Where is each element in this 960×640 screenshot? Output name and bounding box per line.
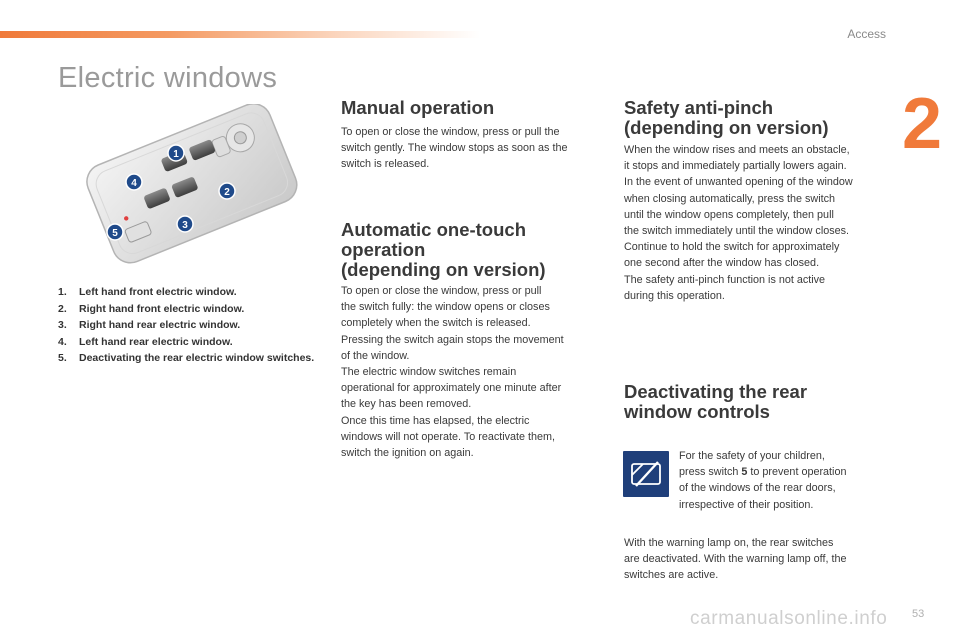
top-accent-bar xyxy=(0,31,480,38)
footer-watermark: carmanualsonline.info xyxy=(690,608,888,629)
deactivate-warning-text: With the warning lamp on, the rear switches are deactivated. With the warning lamp off, the switches are active. xyxy=(624,537,847,582)
deactivate-intro-text: For the safety of your children, press switch 5 to prevent operation of the windows of the rear doors, irrespective of their position. xyxy=(679,450,847,511)
svg-text:5: 5 xyxy=(112,228,118,239)
svg-text:3: 3 xyxy=(182,220,188,231)
manual-operation-heading: Manual operation xyxy=(341,97,495,118)
caption-item: 1. Left hand front electric window. xyxy=(58,286,237,298)
svg-text:2: 2 xyxy=(224,187,230,198)
illustration-caption-list xyxy=(58,284,323,367)
callout-4 xyxy=(126,174,142,190)
anti-pinch-text: When the window rises and meets an obstacle, it stops and immediately partially lowers again. In the event of unwanted opening of the window when closing automatically, press the switch until the window opens completely, then pull the switch immediately until the window closes. Continue to hold the switch for approximately one second after the window has closed. The safety anti-pinch function is not active during this operation. xyxy=(624,144,853,302)
callout-2 xyxy=(219,183,235,199)
page-number: 53 xyxy=(912,608,925,620)
svg-text:1: 1 xyxy=(173,149,179,160)
callout-1 xyxy=(168,145,184,161)
deactivate-rear-heading: Deactivating the rear window controls xyxy=(624,381,808,422)
door-switch-panel-illustration xyxy=(72,104,308,264)
callout-3 xyxy=(177,216,193,232)
caption-item: 2. Right hand front electric window. xyxy=(58,302,245,315)
automatic-operation-text: To open or close the window, press or pull the switch fully: the window opens or closes completely when the switch is released. Pressing the switch again stops the movement of the window. The electric window switches remain operational for approximately one minute after the key has been removed. Once this time has elapsed, the electric windows will not operate. To reactivate them, switch the ignition on again. xyxy=(341,285,564,460)
svg-text:4: 4 xyxy=(131,178,137,189)
caption-item: 4. Left hand rear electric window. xyxy=(58,335,233,348)
manual-operation-text: To open or close the window, press or pull the switch gently. The window stops as soon as the switch is released. xyxy=(341,126,568,171)
rear-window-lock-icon xyxy=(623,451,669,497)
section-name: Access xyxy=(847,27,886,41)
chapter-number: 2 xyxy=(902,84,943,164)
switch-number: 5 xyxy=(741,466,748,479)
anti-pinch-heading: Safety anti-pinch (depending on version) xyxy=(624,97,829,138)
caption-item: 5. Deactivating the rear electric window switches. xyxy=(58,352,315,364)
page-title: Electric windows xyxy=(58,62,278,94)
callout-5 xyxy=(107,224,123,240)
automatic-operation-heading: Automatic one-touch operation (depending on version) xyxy=(341,219,546,280)
caption-item: 3. Right hand rear electric window. xyxy=(58,319,241,331)
